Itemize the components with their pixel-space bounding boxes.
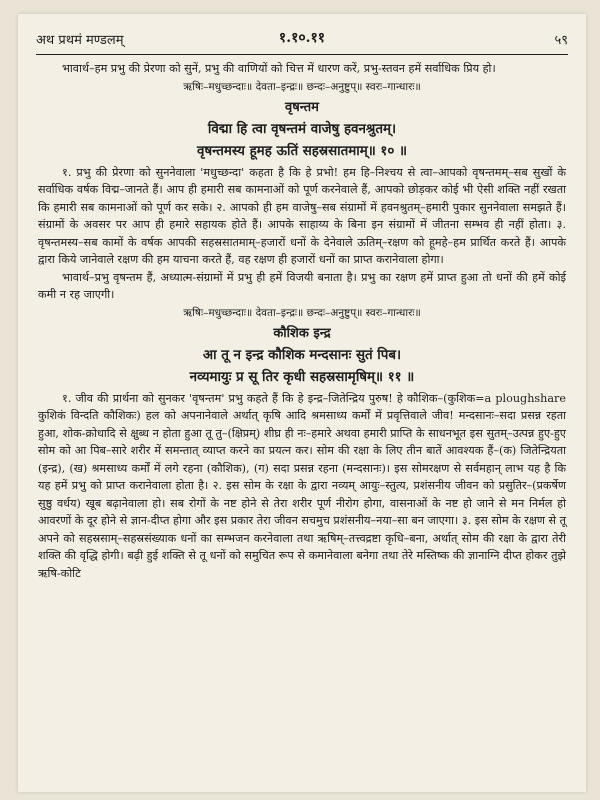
mantra-2-line-1: आ तू न इन्द्र कौशिक मन्दसानः सुतं पिब। — [202, 346, 402, 363]
header-left: अथ प्रथमं मण्डलम् — [36, 33, 124, 48]
mantra-1-line-2: वृषन्तमस्य हूमह ऊतिं सहस्रसातमाम्॥ १० ॥ — [196, 142, 408, 159]
bhavarth-2: भावार्थ–प्रभु वृषन्तम हैं, अध्यात्म-संग्रामों में प्रभु ही हमें विजयी बनाता है। प्रभु का रक्षण हमें प्राप्त हुआ तो धनों की हमें कोई कमी न रह जाएगी। — [38, 270, 566, 301]
commentary-2: १. जीव की प्रार्थना को सुनकर 'वृषन्तम' प्रभु कहते हैं कि हे इन्द्र–जितेन्द्रिय पुरुष! हे कौशिक–(कुशिक=a ploughshare कुशिकं विन्दति कौशिकः) हल को अपनानेवाले अर्थात् कृषि आदि श्रमसाध्य कर्मों में प्रवृत्तिवाले जीव! मन्दसानः–सदा प्रसन्न रहता हुआ, शोक-क्रोधादि से क्षुब्ध न होता हुआ तू तु–(क्षिप्रम्) शीघ्र ही नः–हमारे अथवा हमारी प्राप्ति के साधनभूत इस सुतम्–उत्पन्न हुए-हुए सोम को आ पिब–सारे शरीर में समन्तात् व्याप्त करने का प्रयत्न कर। सोम की रक्षा के लिए तीन बातें आवश्यक हैं–(क) जितेन्द्रियता (इन्द्र), (ख) श्रमसाध्य कर्मों में लगे रहना (कौशिक), (ग) सदा प्रसन्न रहना (मन्दसानः)। इस सोमरक्षण से सर्वमहान् लाभ यह है कि यह हमें प्रभु को प्राप्त करानेवाला होता है। २. इस सोम के रक्षा के द्वारा नव्यम् आयुः–स्तुत्य, प्रशंसनीय जीवन को प्रसुतिर–(प्रकर्षेण सुष्ठु वर्धय) खूब बढ़ानेवाला हो। सब रोगों के नष्ट होने से तेरा शरीर पूर्ण नीरोग होगा, वासनाओं के नष्ट हो जाने से मन निर्मल हो आवरणों के दूर होने से ज्ञान-दीप्त होगा और इस प्रकार तेरा जीवन सचमुच प्रशंसनीय–नया–सा बन जाएगा। ३. इस सोम के रक्षण से तू अपने को सहस्रसाम्–सहस्रसंख्याक धनों का सम्भजन करनेवाला तथा ऋषिम्–तत्त्वद्रष्टा कृधि–बना, अर्थात् सोम की रक्षा के द्वारा तेरी शक्ति की वृद्धि होगी। बढ़ी हुई शक्ति से तू धनों को समुचित रूप से कमानेवाला बनेगा तथा तेरे मस्तिष्क की ज्ञानाग्नि दीप्त होकर तुझे ऋषि-कोटि — [38, 391, 566, 580]
header-rule — [36, 54, 568, 55]
section-title-1: वृषन्तम — [285, 99, 319, 115]
commentary-1: १. प्रभु की प्रेरणा को सुननेवाला 'मधुच्छन्दा' कहता है कि हे प्रभो! हम हि–निश्चय से त्वा–आपको वृषन्तमम्–सब सुखों के सर्वाधिक वर्षक विद्म–जानते हैं। आप ही हमारी सब कामनाओं को पूर्ण करनेवाले हैं, आपको छोड़कर कोई भी ऐसी शक्ति नहीं रखता कि हमारी सब कामनाओं को पूर्ण कर सके। २. आपको ही हम वाजेषु–सब संग्रामों में हवनश्रुतम्–हमारी पुकार सुननेवाला समझते हैं। संग्रामों के अवसर पर आप ही हमारे सहायक होते हैं। आपके साहाय्य के बिना इन संग्रामों में जीतना सम्भव ही नहीं होता। ३. वृषन्तमस्य–सब कामों के वर्षक आपकी सहस्रसातमाम्–हजारों धनों के देनेवाले ऊतिम्–रक्षण को हूमहे–हम प्रार्थित करते हैं। आपके द्वारा किये जानेवाले रक्षण की हम याचना करते हैं, वह रक्षण ही हजारों धनों का प्राप्त करानेवाला होगा। — [38, 165, 566, 266]
meta-line-1: ऋषिः–मधुच्छन्दाः॥ देवता–इन्द्रः॥ छन्दः–अनुष्टुप्॥ स्वरः–गान्धारः॥ — [183, 80, 421, 93]
page-content — [38, 60, 566, 786]
section-title-2: कौशिक इन्द्र — [273, 325, 331, 341]
mantra-2-line-2: नव्यमायुः प्र सू तिर कृधी सहस्रसामृषिम्॥ ११ ॥ — [189, 368, 415, 385]
header-verse-ref: १.१०.११ — [278, 30, 326, 46]
book-page — [18, 14, 586, 792]
running-header — [36, 28, 568, 52]
page-number: ५९ — [554, 33, 568, 48]
mantra-1-line-1: विद्मा हि त्वा वृषन्तमं वाजेषु हवनश्रुतम्। — [207, 120, 397, 137]
meta-line-2: ऋषिः–मधुच्छन्दाः॥ देवता–इन्द्रः॥ छन्दः–अनुष्टुप्॥ स्वरः–गान्धारः॥ — [183, 306, 421, 319]
bhavarth-1: भावार्थ–हम प्रभु की प्रेरणा को सुनें, प्रभु की वाणियों को चित्त में धारण करें, प्रभु-स्तवन हमें सर्वाधिक प्रिय हो। — [62, 62, 496, 75]
